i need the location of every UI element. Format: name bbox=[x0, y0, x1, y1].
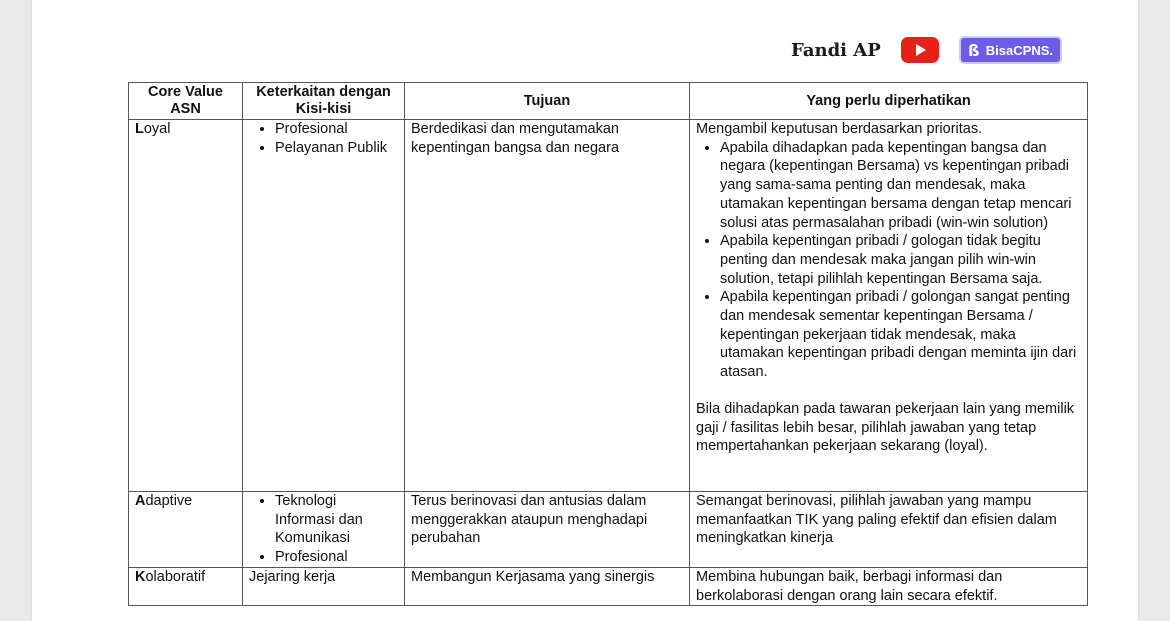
list-item: • Pelayanan Publik bbox=[275, 139, 398, 158]
list-item: • Apabila kepentingan pribadi / gologan tidak begitu penting dan mendesak maka jangan pilih win-win solution, tetapi pilihlah kepentingan Bersama saja. bbox=[720, 232, 1081, 288]
core-value-table bbox=[128, 82, 1088, 606]
tips-list bbox=[696, 139, 1081, 382]
tips-intro: Mengambil keputusan berdasarkan prioritas. bbox=[696, 121, 983, 137]
table-row-adaptive bbox=[129, 492, 1088, 568]
core-value-rest: olaboratif bbox=[145, 569, 206, 585]
spacer bbox=[696, 382, 1081, 400]
list-item: • Teknologi Informasi dan Komunikasi bbox=[275, 492, 398, 548]
kisi-cell bbox=[243, 120, 405, 492]
core-value-initial: A bbox=[135, 493, 146, 509]
bisacpns-b-icon: ß bbox=[968, 40, 980, 60]
tips-cell: Membina hubungan baik, berbagi informasi dan berkolaborasi dengan orang lain secara efektif. bbox=[690, 568, 1088, 606]
tujuan-cell: Berdedikasi dan mengutamakan kepentingan bangsa dan negara bbox=[405, 120, 690, 492]
core-value-initial: L bbox=[135, 121, 144, 137]
document-page bbox=[32, 0, 1138, 621]
core-value-rest: oyal bbox=[143, 121, 171, 137]
table-header-row bbox=[129, 83, 1088, 120]
list-item: • Apabila kepentingan pribadi / golongan sangat penting dan mendesak sementar kepentingan Bersama / kepentingan pekerjaan tidak mendesak, maka utamakan kepentingan pribadi dengan meminta ijin dari atasan. bbox=[720, 288, 1081, 382]
tips-cell: Semangat berinovasi, pilihlah jawaban yang mampu memanfaatkan TIK yang paling efektif dan efisien dalam meningkatkan kinerja bbox=[690, 492, 1088, 568]
kisi-list bbox=[249, 120, 398, 157]
tips-note: Bila dihadapkan pada tawaran pekerjaan lain yang memilik gaji / fasilitas lebih besar, pilihlah jawaban yang tetap mempertahankan pekerjaan sekarang (loyal). bbox=[696, 400, 1075, 455]
tujuan-cell: Membangun Kerjasama yang sinergis bbox=[405, 568, 690, 606]
table-row-kolaboratif bbox=[129, 568, 1088, 606]
tips-cell bbox=[690, 120, 1088, 492]
column-header: Yang perlu diperhatikan bbox=[690, 83, 1088, 120]
core-value-initial: K bbox=[135, 569, 146, 585]
core-value-cell bbox=[129, 568, 243, 606]
list-item: • Apabila dihadapkan pada kepentingan bangsa dan negara (kepentingan Bersama) vs kepentingan pribadi yang sama-sama penting dan mendesak, maka utamakan kepentingan bersama dengan tetap mencari solusi atas permasalahan pribadi (win-win solution) bbox=[720, 139, 1081, 233]
kisi-cell: Jejaring kerja bbox=[243, 568, 405, 606]
column-header: Keterkaitan dengan Kisi-kisi bbox=[243, 83, 405, 120]
list-item: • Profesional bbox=[275, 120, 398, 139]
column-header: Core Value ASN bbox=[129, 83, 243, 120]
brand-header bbox=[791, 36, 1062, 64]
core-value-cell bbox=[129, 120, 243, 492]
youtube-icon[interactable] bbox=[901, 37, 939, 63]
table-row-loyal bbox=[129, 120, 1088, 492]
core-value-cell bbox=[129, 492, 243, 568]
bisacpns-label: BisaCPNS. bbox=[985, 42, 1053, 58]
core-value-rest: daptive bbox=[145, 493, 193, 509]
bisacpns-logo[interactable] bbox=[959, 36, 1062, 64]
kisi-cell bbox=[243, 492, 405, 568]
column-header: Tujuan bbox=[405, 83, 690, 120]
list-item: • Profesional bbox=[275, 548, 398, 567]
tujuan-cell: Terus berinovasi dan antusias dalam menggerakkan ataupun menghadapi perubahan bbox=[405, 492, 690, 568]
author-name: Fandi AP bbox=[791, 39, 881, 61]
kisi-list bbox=[249, 492, 398, 567]
